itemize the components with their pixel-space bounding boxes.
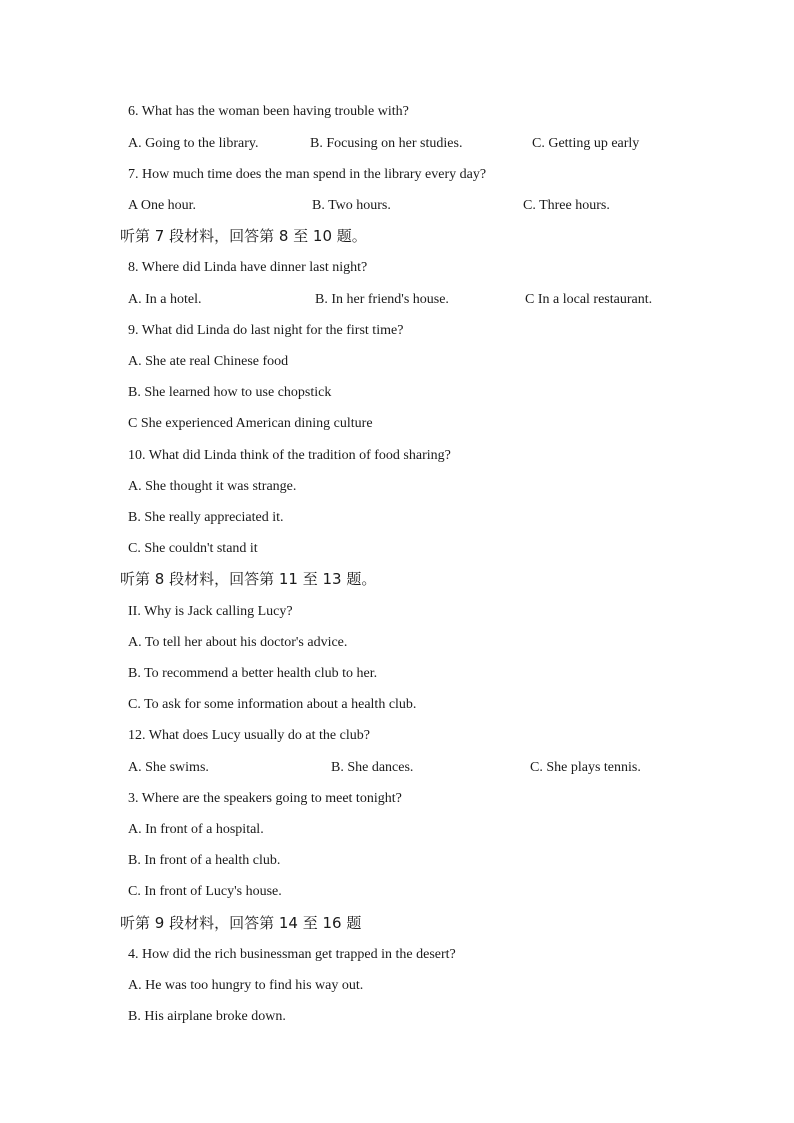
question-12-option-b: B. She dances. — [331, 760, 414, 775]
question-6-options — [128, 135, 688, 153]
question-11-option-a: A. To tell her about his doctor's advice. — [128, 635, 348, 650]
question-9-option-c: C She experienced American dining culture — [128, 416, 373, 431]
question-6-option-c: C. Getting up early — [532, 136, 640, 151]
question-9: 9. What did Linda do last night for the first time? — [128, 323, 404, 338]
question-7-option-b: B. Two hours. — [312, 198, 391, 213]
question-13-option-b: B. In front of a health club. — [128, 853, 281, 868]
question-8-option-b: B. In her friend's house. — [315, 292, 449, 307]
question-14: 4. How did the rich businessman get trapped in the desert? — [128, 947, 456, 962]
question-8: 8. Where did Linda have dinner last night? — [128, 260, 368, 275]
question-11-option-c: C. To ask for some information about a health club. — [128, 697, 417, 712]
question-11: II. Why is Jack calling Lucy? — [128, 604, 293, 619]
question-6-option-b: B. Focusing on her studies. — [310, 136, 463, 151]
question-12-option-a: A. She swims. — [128, 760, 209, 775]
question-7-options — [128, 197, 688, 215]
question-8-options — [128, 291, 688, 309]
question-12: 12. What does Lucy usually do at the club? — [128, 728, 370, 743]
question-12-option-c: C. She plays tennis. — [530, 760, 641, 775]
question-9-option-b: B. She learned how to use chopstick — [128, 385, 332, 400]
question-10: 10. What did Linda think of the tradition of food sharing? — [128, 448, 451, 463]
question-6: 6. What has the woman been having trouble with? — [128, 104, 409, 119]
section-heading-8: 听第 8 段材料，回答第 11 至 13 题。 — [120, 570, 377, 588]
question-10-option-c: C. She couldn't stand it — [128, 541, 258, 556]
section-heading-7: 听第 7 段材料，回答第 8 至 10 题。 — [120, 227, 367, 245]
question-13-option-a: A. In front of a hospital. — [128, 822, 264, 837]
section-heading-9: 听第 9 段材料，回答第 14 至 16 题 — [120, 914, 362, 932]
question-7: 7. How much time does the man spend in the library every day? — [128, 167, 487, 182]
question-13: 3. Where are the speakers going to meet tonight? — [128, 791, 402, 806]
question-11-option-b: B. To recommend a better health club to her. — [128, 666, 378, 681]
question-6-option-a: A. Going to the library. — [128, 136, 259, 151]
question-7-option-a: A One hour. — [128, 198, 197, 213]
question-14-option-a: A. He was too hungry to find his way out. — [128, 978, 364, 993]
question-10-option-b: B. She really appreciated it. — [128, 510, 284, 525]
question-10-option-a: A. She thought it was strange. — [128, 479, 297, 494]
question-14-option-b: B. His airplane broke down. — [128, 1009, 286, 1024]
question-12-options — [128, 759, 688, 777]
question-8-option-a: A. In a hotel. — [128, 292, 202, 307]
question-13-option-c: C. In front of Lucy's house. — [128, 884, 282, 899]
question-8-option-c: C In a local restaurant. — [525, 292, 653, 307]
question-9-option-a: A. She ate real Chinese food — [128, 354, 289, 369]
question-7-option-c: C. Three hours. — [523, 198, 610, 213]
